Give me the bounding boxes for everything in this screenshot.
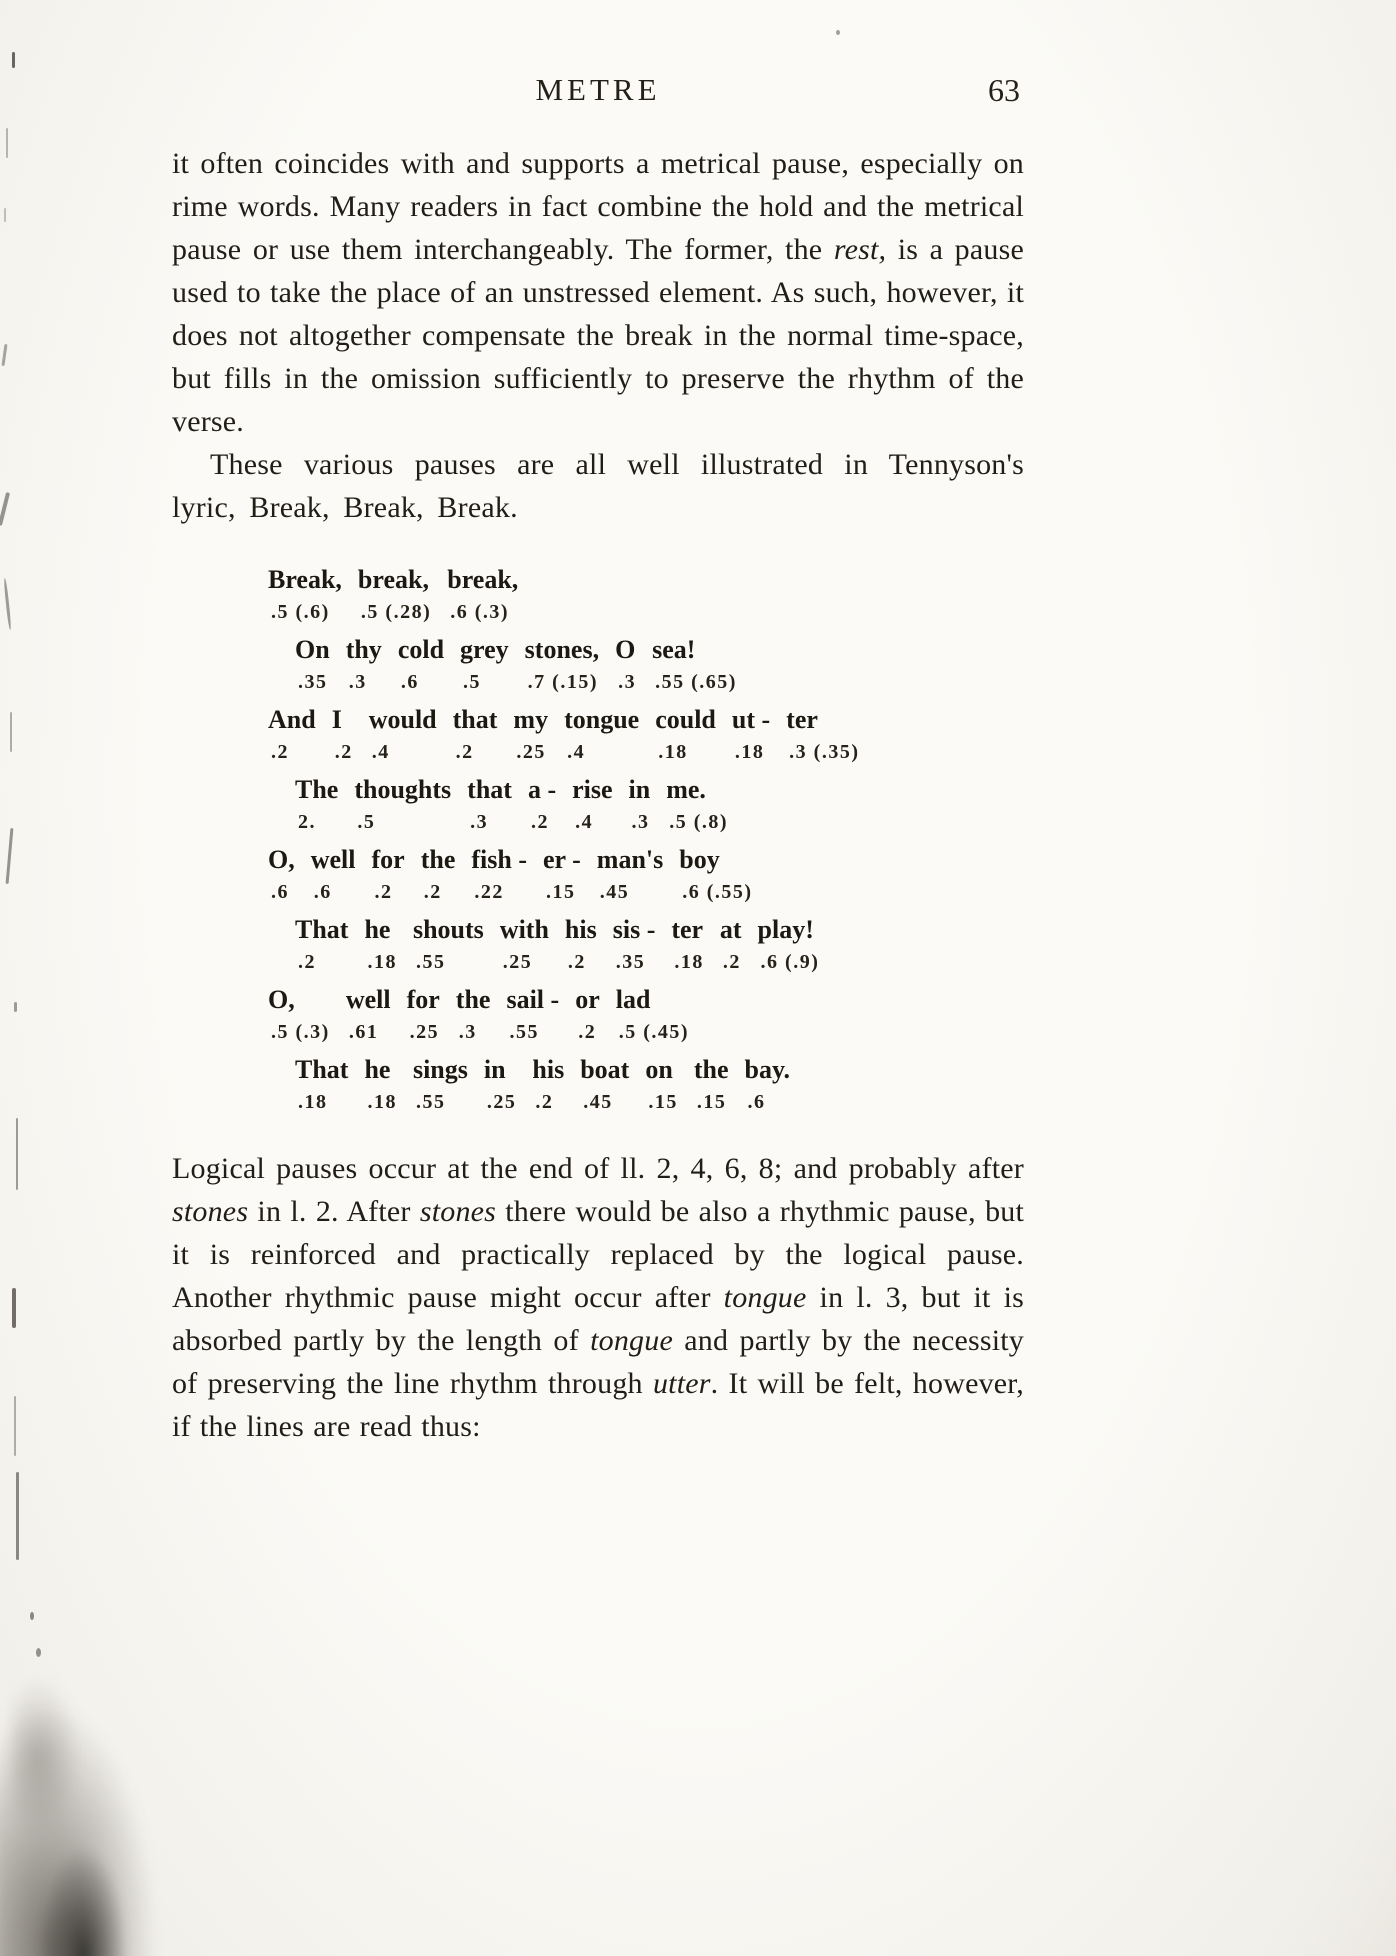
timing-value: .2 <box>271 741 289 763</box>
timing-value: .5 <box>357 811 376 833</box>
timing-value: .5 (.3) <box>271 1021 330 1043</box>
poem-word-unit <box>268 843 295 907</box>
scan-artifact <box>10 712 12 752</box>
poem-word-unit <box>295 773 338 837</box>
timing-value: .2 <box>298 951 316 973</box>
timing-value: .61 <box>348 1021 379 1043</box>
timing-value: .2 <box>722 951 741 973</box>
poem-word: ter <box>671 915 704 944</box>
italic-text-run: utter <box>652 1367 711 1400</box>
poem-word: well <box>345 985 391 1014</box>
scan-artifact <box>4 208 6 222</box>
poem-word-unit <box>471 843 527 907</box>
poem-word-unit <box>655 703 716 767</box>
poem-word: that <box>452 705 498 734</box>
scan-artifact <box>30 1612 34 1620</box>
scan-artifact <box>16 1472 19 1560</box>
poem-word: O, <box>268 845 295 874</box>
poem-word-unit <box>615 633 636 697</box>
poem-word: sail - <box>506 985 560 1014</box>
poem-word: tongue <box>564 705 640 734</box>
poem-word-unit <box>506 983 559 1047</box>
poem-word-unit <box>565 913 597 977</box>
poem-word: break, <box>357 565 429 594</box>
poem-line <box>295 1053 1024 1117</box>
poem-word-unit <box>500 913 549 977</box>
poem-word: he <box>364 1055 391 1084</box>
timing-value: .2 <box>530 811 549 833</box>
poem-word: he <box>364 915 391 944</box>
poem-word: could <box>655 705 716 734</box>
scan-artifact <box>0 492 10 526</box>
timing-value: .18 <box>298 1091 328 1113</box>
poem-word: in <box>483 1055 506 1084</box>
timing-value: .3 (.35) <box>789 741 860 763</box>
poem-word-unit <box>484 1053 517 1117</box>
italic-text-run: stones <box>172 1195 249 1228</box>
poem-word: That <box>295 915 349 944</box>
poem-word-unit <box>407 983 440 1047</box>
poem-word-unit <box>268 703 316 767</box>
poem-word: sis - <box>612 915 656 944</box>
text-run: it often coincides with and supports a metrical pause, especially on rime words. Many readers in fact combine the hold and the metrical pause or use them interchangeably. The former, the <box>172 147 1024 266</box>
timing-value: .5 (.45) <box>618 1021 690 1043</box>
poem-line <box>295 773 1024 837</box>
poem-word: on <box>645 1055 673 1084</box>
poem-word: that <box>467 775 512 804</box>
poem-word-unit <box>346 983 391 1047</box>
poem-word: break, <box>447 565 519 594</box>
timing-value: .55 <box>415 1091 446 1113</box>
poem-word: er - <box>543 845 581 874</box>
timing-value: .6 (.9) <box>760 951 820 973</box>
italic-text-run: rest, <box>833 233 887 266</box>
poem-word-unit <box>575 983 600 1047</box>
timing-value: .22 <box>474 881 504 903</box>
poem-word: cold <box>397 635 445 664</box>
poem-word-unit <box>745 1053 791 1117</box>
poem-word-unit <box>358 563 431 627</box>
timing-value: 2. <box>298 811 316 833</box>
timing-value: .15 <box>696 1091 727 1113</box>
poem-word: with <box>499 915 549 944</box>
poem-word: ut - <box>731 705 771 734</box>
timing-value: .35 <box>298 671 328 693</box>
poem-line <box>295 913 1024 977</box>
poem-word: would <box>368 705 437 734</box>
timing-value: .18 <box>674 951 704 973</box>
poem-word-unit <box>456 983 491 1047</box>
timing-value: .2 <box>535 1091 554 1113</box>
poem-word-unit <box>580 1053 629 1117</box>
poem-word-unit <box>671 913 704 977</box>
running-title: METRE <box>535 72 661 107</box>
poem-word-unit <box>295 1053 348 1117</box>
timing-value: .3 <box>470 811 489 833</box>
poem-word: in <box>628 775 651 804</box>
poem-word-unit <box>413 913 484 977</box>
timing-value: .18 <box>734 741 765 763</box>
poem-word: for <box>406 985 440 1014</box>
poem-word-unit <box>720 913 742 977</box>
poem-word: for <box>371 845 405 874</box>
poem-word: On <box>295 635 330 664</box>
italic-text-run: tongue <box>723 1281 807 1314</box>
timing-value: .5 (.8) <box>669 811 729 833</box>
text-run: These various pauses are all well illustrated in Tennyson's lyric, Break, Break, Break. <box>172 448 1024 524</box>
poem-word-unit <box>398 633 444 697</box>
poem-word: And <box>268 705 316 734</box>
page-content <box>172 72 1024 1448</box>
poem-word-unit <box>532 1053 564 1117</box>
timing-value: .6 <box>313 881 332 903</box>
paragraph-2 <box>172 443 1024 529</box>
poem-word: That <box>295 1055 349 1084</box>
timing-value: .2 <box>374 881 393 903</box>
timing-value: .25 <box>502 951 533 973</box>
poem-word: boat <box>580 1055 630 1084</box>
poem-word-unit <box>460 633 509 697</box>
poem-word-unit <box>453 703 498 767</box>
poem-word: stones, <box>524 635 600 664</box>
poem-word-unit <box>629 773 651 837</box>
italic-text-run: tongue <box>590 1324 673 1357</box>
poem-word-unit <box>332 703 353 767</box>
text-run: in l. 2. After <box>248 1195 420 1228</box>
poem-word-unit <box>528 773 556 837</box>
scan-artifact <box>6 128 8 158</box>
poem-word-unit <box>613 913 656 977</box>
poem-word-unit <box>364 913 397 977</box>
poem-block <box>268 563 1024 1117</box>
poem-word: fish - <box>471 845 527 874</box>
poem-word: the <box>420 845 456 874</box>
timing-value: .6 <box>271 881 289 903</box>
timing-value: .2 <box>334 741 353 763</box>
poem-word-unit <box>513 703 548 767</box>
timing-value: .6 <box>747 1091 766 1113</box>
timing-value: .2 <box>455 741 474 763</box>
scan-artifact <box>836 30 840 35</box>
timing-value: .15 <box>648 1091 678 1113</box>
poem-word: bay. <box>744 1055 791 1084</box>
scan-artifact <box>14 1396 16 1456</box>
timing-value: .6 (.55) <box>682 881 753 903</box>
timing-value: .55 (.65) <box>655 671 737 693</box>
poem-word-unit <box>564 703 639 767</box>
timing-value: .3 <box>618 671 637 693</box>
scan-artifact <box>36 1648 41 1657</box>
text-run: in l. 3, but it is absorbed partly by the length of <box>172 1281 1024 1357</box>
timing-value: .6 <box>400 671 419 693</box>
poem-word-unit <box>679 843 752 907</box>
timing-value: .45 <box>599 881 630 903</box>
scan-smudge <box>0 1696 160 1956</box>
scan-artifact <box>12 52 15 68</box>
poem-word-unit <box>786 703 859 767</box>
page-header <box>172 72 1024 114</box>
timing-value: .35 <box>615 951 646 973</box>
poem-word: or <box>575 985 600 1014</box>
poem-word: well <box>310 845 356 874</box>
text-run: there would be also a rhythmic pause, but it is reinforced and practically replaced by the logical pause. Another rhythmic pause might occur after <box>172 1195 1025 1314</box>
poem-word-unit <box>525 633 599 697</box>
scan-artifact <box>14 1002 17 1012</box>
poem-word-unit <box>295 913 348 977</box>
timing-value: .6 (.3) <box>450 601 510 623</box>
poem-word-unit <box>421 843 456 907</box>
poem-word-unit <box>311 843 356 907</box>
poem-word-unit <box>372 843 405 907</box>
timing-value: .45 <box>583 1091 613 1113</box>
poem-word-unit <box>354 773 451 837</box>
timing-value: .55 <box>415 951 446 973</box>
timing-value: .5 <box>463 671 482 693</box>
timing-value: .18 <box>658 741 688 763</box>
poem-word-unit <box>268 983 330 1047</box>
poem-word-unit <box>543 843 581 907</box>
poem-word-unit <box>467 773 512 837</box>
poem-line <box>268 983 1024 1047</box>
poem-word: thoughts <box>354 775 452 804</box>
paragraph-1 <box>172 142 1024 443</box>
timing-value: .3 <box>348 671 367 693</box>
poem-word: shouts <box>412 915 484 944</box>
poem-word: I <box>331 705 342 734</box>
poem-line <box>268 843 1024 907</box>
poem-word-unit <box>616 983 689 1047</box>
poem-line <box>268 563 1024 627</box>
closing-paragraph <box>172 1147 1024 1448</box>
poem-word: sea! <box>652 635 696 664</box>
poem-word: my <box>513 705 549 734</box>
poem-line <box>295 633 1024 697</box>
poem-word: his <box>532 1055 565 1084</box>
poem-word-unit <box>652 633 737 697</box>
timing-value: .4 <box>567 741 586 763</box>
poem-word-unit <box>758 913 820 977</box>
text-run: and partly by the necessity of preserving the line rhythm through <box>172 1324 1025 1400</box>
poem-word-unit <box>369 703 437 767</box>
timing-value: .55 <box>509 1021 539 1043</box>
poem-word-unit <box>413 1053 468 1117</box>
timing-value: .2 <box>567 951 586 973</box>
scan-artifact <box>3 578 11 630</box>
poem-line <box>268 703 1024 767</box>
timing-value: .5 (.6) <box>271 601 330 623</box>
poem-word: me. <box>666 775 706 804</box>
poem-word: a - <box>527 775 557 804</box>
poem-word: grey <box>460 635 509 664</box>
poem-word-unit <box>346 633 382 697</box>
text-run: is a pause used to take the place of an unstressed element. As such, however, it does not altogether compensate the break in the normal time-space, but fills in the omission sufficiently to preserve the rhythm of the verse. <box>172 233 1024 438</box>
poem-word-unit <box>645 1053 678 1117</box>
timing-value: .5 (.28) <box>360 601 432 623</box>
scan-artifact <box>1 344 7 366</box>
timing-value: .7 (.15) <box>527 671 598 693</box>
poem-word: Break, <box>268 565 342 594</box>
poem-word-unit <box>295 633 330 697</box>
timing-value: .25 <box>486 1091 517 1113</box>
poem-word-unit <box>447 563 518 627</box>
timing-value: .25 <box>409 1021 440 1043</box>
timing-value: .3 <box>631 811 650 833</box>
timing-value: .4 <box>371 741 390 763</box>
timing-value: .18 <box>367 1091 397 1113</box>
scan-smudge <box>10 1676 80 1836</box>
poem-word: the <box>693 1055 729 1084</box>
poem-word-unit <box>597 843 663 907</box>
poem-word: his <box>564 915 597 944</box>
timing-value: .4 <box>575 811 594 833</box>
poem-word-unit <box>694 1053 729 1117</box>
scan-smudge <box>38 1844 128 1956</box>
poem-word: O, <box>268 985 295 1014</box>
poem-word: at <box>719 915 742 944</box>
page-number: 63 <box>988 72 1020 108</box>
poem-word-unit <box>364 1053 397 1117</box>
poem-word: play! <box>757 915 814 944</box>
scan-artifact <box>16 1118 18 1190</box>
timing-value: .2 <box>423 881 442 903</box>
timing-value: .3 <box>458 1021 477 1043</box>
timing-value: .15 <box>546 881 576 903</box>
poem-word-unit <box>666 773 728 837</box>
poem-word: man's <box>596 845 664 874</box>
timing-value: .25 <box>516 741 546 763</box>
text-run: . It will be felt, however, if the lines are read thus: <box>172 1367 1024 1443</box>
timing-value: .18 <box>367 951 397 973</box>
italic-text-run: stones <box>419 1195 497 1228</box>
poem-word: ter <box>786 705 818 734</box>
scan-artifact <box>12 1288 16 1328</box>
poem-word: lad <box>615 985 651 1014</box>
poem-word: sings <box>412 1055 468 1084</box>
poem-word-unit <box>732 703 770 767</box>
poem-word: thy <box>345 635 382 664</box>
poem-word: boy <box>679 845 720 874</box>
poem-word: The <box>295 775 339 804</box>
timing-value: .2 <box>578 1021 597 1043</box>
poem-word: O <box>615 635 636 664</box>
poem-word: the <box>455 985 491 1014</box>
scan-artifact <box>6 828 14 884</box>
poem-word-unit <box>268 563 342 627</box>
poem-word: rise <box>572 775 613 804</box>
poem-word-unit <box>572 773 612 837</box>
text-run: Logical pauses occur at the end of ll. 2, 4, 6, 8; and probably after <box>172 1152 1024 1185</box>
